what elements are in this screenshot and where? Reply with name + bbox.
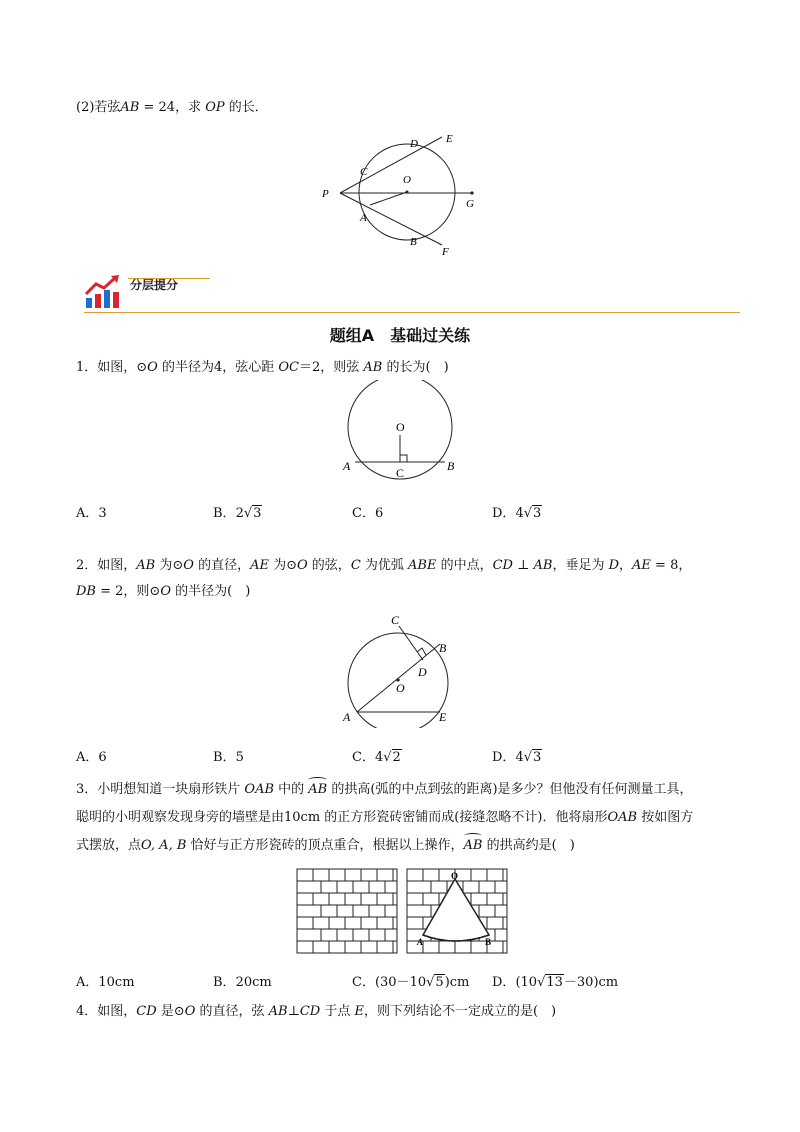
q2-label-d: D [418, 665, 427, 679]
q1-option-c[interactable]: C．6 [352, 506, 384, 521]
q1-label-b: B [447, 459, 455, 473]
label-d: D [410, 138, 418, 150]
brick-wall-left [295, 867, 400, 955]
q3-label-o: O [451, 871, 459, 881]
q2-option-b[interactable]: B．5 [213, 750, 244, 765]
q1-stem: 1．如图，⊙O 的半径为4，弦心距 OC＝2，则弦 AB 的长为( ) [76, 360, 449, 375]
q1-option-d[interactable]: D．4√3 [492, 506, 542, 521]
label-e: E [446, 133, 453, 145]
q3-stem-line2: 聪明的小明观察发现身旁的墙壁是由10cm 的正方形瓷砖密铺而成(接缝忽略不计)．他将扇形OAB 按如图方 [76, 810, 694, 825]
label-o: O [403, 174, 411, 186]
q2-option-a[interactable]: A．6 [76, 750, 107, 765]
secant-circle-figure [300, 125, 500, 260]
q2-option-c[interactable]: C．4√2 [352, 750, 401, 765]
q2-label-c: C [391, 613, 400, 627]
q3-label-a: A [417, 937, 424, 947]
label-c: C [360, 166, 368, 178]
section-title: 题组A 基础过关练 [329, 326, 471, 345]
q3-option-d[interactable]: D．(10√13－30)cm [492, 975, 619, 990]
banner-label: 分层提分 [130, 278, 179, 292]
q1-label-c: C [396, 466, 405, 480]
q3-option-c[interactable]: C．(30－10√5)cm [352, 975, 470, 990]
label-a: A [360, 212, 367, 224]
q2-circle-figure [335, 608, 465, 728]
brick-wall-right [405, 867, 510, 955]
q2-label-e: E [439, 710, 447, 724]
q2-label-b: B [439, 641, 447, 655]
q1-option-a[interactable]: A．3 [76, 506, 107, 521]
q3-option-a[interactable]: A．10cm [76, 975, 135, 990]
label-b: B [410, 236, 417, 248]
q3-option-b[interactable]: B．20cm [213, 975, 272, 990]
label-f: F [442, 246, 449, 258]
q3-stem-line3: 式摆放，点O, A, B 恰好与正方形瓷砖的顶点重合，根据以上操作，AB 的拱高约是( ) [76, 836, 575, 856]
q1-label-o: O [396, 420, 405, 434]
q2-option-d[interactable]: D．4√3 [492, 750, 542, 765]
q1-circle-figure [340, 380, 460, 480]
banner-divider [84, 312, 740, 313]
q4-stem: 4．如图，CD 是⊙O 的直径，弦 AB⊥CD 于点 E，则下列结论不一定成立的是( ) [76, 1004, 557, 1019]
part2-question: (2)若弦AB = 24，求 OP 的长． [76, 100, 268, 115]
q3-stem-line1: 3．小明想知道一块扇形铁片 OAB 中的 AB 的拱高(弧的中点到弦的距离)是多少？但他没有任何测量工具， [76, 780, 693, 800]
q2-label-o: O [396, 681, 405, 695]
banner-short-rule [128, 278, 210, 279]
q2-label-a: A [343, 710, 351, 724]
q1-option-b[interactable]: B．2√3 [213, 506, 262, 521]
q2-stem-line2: DB = 2，则⊙O 的半径为( ) [76, 584, 251, 599]
q2-stem-line1: 2．如图，AB 为⊙O 的直径，AE 为⊙O 的弦，C 为优弧 ABE 的中点，CD ⊥ AB，垂足为 D，AE = 8， [76, 558, 692, 573]
rising-chart-icon [84, 274, 124, 310]
label-p: P [322, 188, 329, 200]
q1-label-a: A [343, 459, 351, 473]
q3-label-b: B [485, 937, 492, 947]
label-g: G [466, 198, 474, 210]
